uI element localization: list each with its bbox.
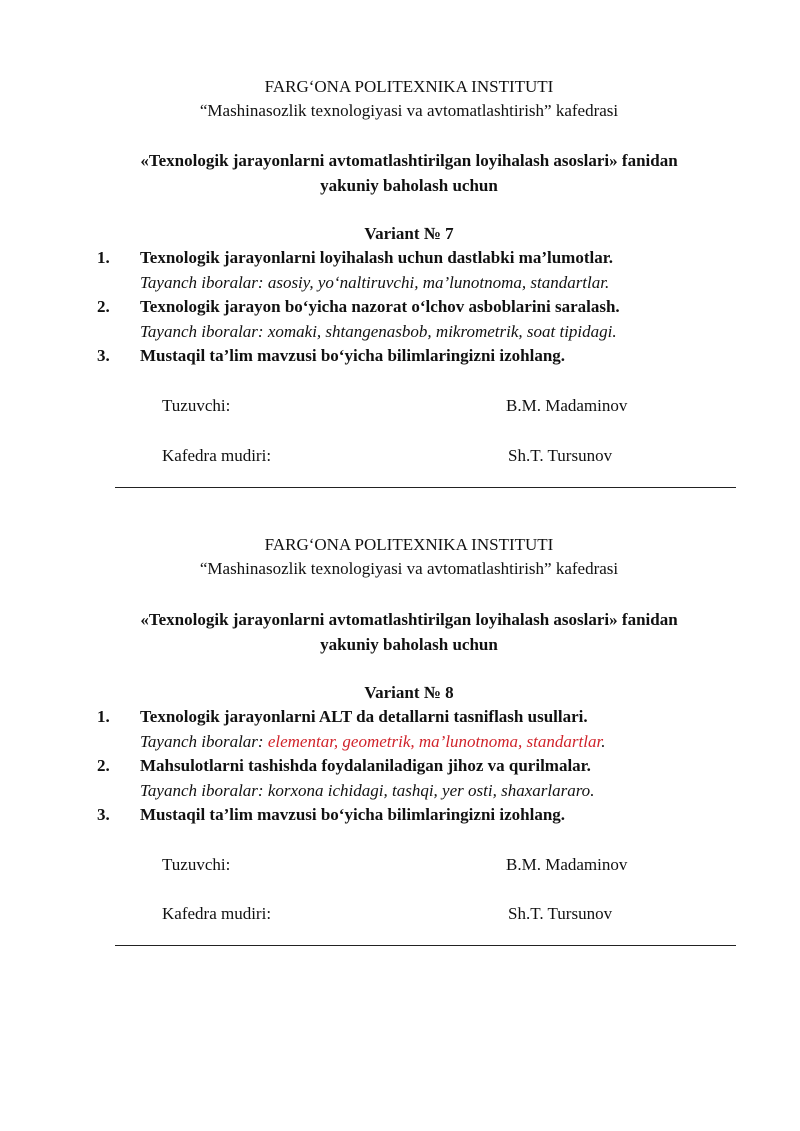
keywords-suffix: . bbox=[590, 781, 595, 800]
question-text: Texnologik jarayonlarni loyihalash uchun dastlabki ma’lumotlar. bbox=[140, 248, 613, 267]
department-head-label: Kafedra mudiri: bbox=[162, 904, 272, 923]
subject-title-line1: «Texnologik jarayonlarni avtomatlashtirilgan loyihalash asoslari» fanidan bbox=[140, 151, 678, 170]
keywords-line bbox=[140, 732, 605, 752]
subject-title-line2: yakuniy baholash uchun bbox=[320, 635, 498, 654]
subject-title-line1: «Texnologik jarayonlarni avtomatlashtirilgan loyihalash asoslari» fanidan bbox=[140, 610, 678, 629]
keywords-line bbox=[140, 322, 617, 342]
department-name: “Mashinasozlik texnologiyasi va avtomatlashtirish” kafedrasi bbox=[199, 101, 619, 120]
keywords-suffix: . bbox=[605, 273, 610, 292]
question-number: 3. bbox=[97, 805, 110, 824]
question-number: 2. bbox=[97, 756, 110, 775]
keywords-suffix: . bbox=[601, 732, 606, 751]
separator-line bbox=[115, 487, 736, 488]
compiler-name: B.M. Madaminov bbox=[506, 855, 628, 874]
keywords-terms: asosiy, yo‘naltiruvchi, ma’lunotnoma, standartlar bbox=[267, 273, 605, 292]
keywords-line bbox=[140, 273, 609, 293]
compiler-label: Tuzuvchi: bbox=[162, 855, 231, 874]
subject-title-line2: yakuniy baholash uchun bbox=[320, 176, 498, 195]
institute-name: FARG‘ONA POLITEXNIKA INSTITUTI bbox=[264, 535, 554, 554]
department-name: “Mashinasozlik texnologiyasi va avtomatlashtirish” kafedrasi bbox=[199, 559, 619, 578]
question-text: Texnologik jarayonlarni ALT da detallarni tasniflash usullari. bbox=[140, 707, 588, 726]
compiler-name: B.M. Madaminov bbox=[506, 396, 628, 415]
keywords-terms-highlighted: elementar, geometrik, ma’lunotnoma, standartlar bbox=[267, 732, 602, 751]
department-head-name: Sh.T. Tursunov bbox=[508, 904, 613, 923]
variant-label: Variant № 8 bbox=[364, 683, 454, 702]
question-text: Mustaqil ta’lim mavzusi bo‘yicha bilimlaringizni izohlang. bbox=[140, 346, 566, 365]
keywords-terms: korxona ichidagi, tashqi, yer osti, shaxarlararo bbox=[267, 781, 591, 800]
question-number: 2. bbox=[97, 297, 110, 316]
separator-line bbox=[115, 945, 736, 946]
keywords-prefix: Tayanch iboralar: bbox=[140, 781, 268, 800]
question-number: 1. bbox=[97, 707, 110, 726]
question-text: Mahsulotlarni tashishda foydalaniladigan jihoz va qurilmalar. bbox=[140, 756, 591, 775]
question-text: Texnologik jarayon bo‘yicha nazorat o‘lchov asboblarini saralash. bbox=[140, 297, 620, 316]
question-number: 1. bbox=[97, 248, 110, 267]
question-text: Mustaqil ta’lim mavzusi bo‘yicha bilimlaringizni izohlang. bbox=[140, 805, 566, 824]
keywords-terms: xomaki, shtangenasbob, mikrometrik, soat tipidagi bbox=[267, 322, 613, 341]
question-number: 3. bbox=[97, 346, 110, 365]
keywords-prefix: Tayanch iboralar: bbox=[140, 273, 268, 292]
keywords-line bbox=[140, 781, 594, 801]
keywords-prefix: Tayanch iboralar: bbox=[140, 322, 268, 341]
keywords-suffix: . bbox=[612, 322, 617, 341]
keywords-prefix: Tayanch iboralar: bbox=[140, 732, 268, 751]
department-head-name: Sh.T. Tursunov bbox=[508, 446, 613, 465]
variant-label: Variant № 7 bbox=[364, 224, 454, 243]
department-head-label: Kafedra mudiri: bbox=[162, 446, 272, 465]
compiler-label: Tuzuvchi: bbox=[162, 396, 231, 415]
institute-name: FARG‘ONA POLITEXNIKA INSTITUTI bbox=[264, 77, 554, 96]
